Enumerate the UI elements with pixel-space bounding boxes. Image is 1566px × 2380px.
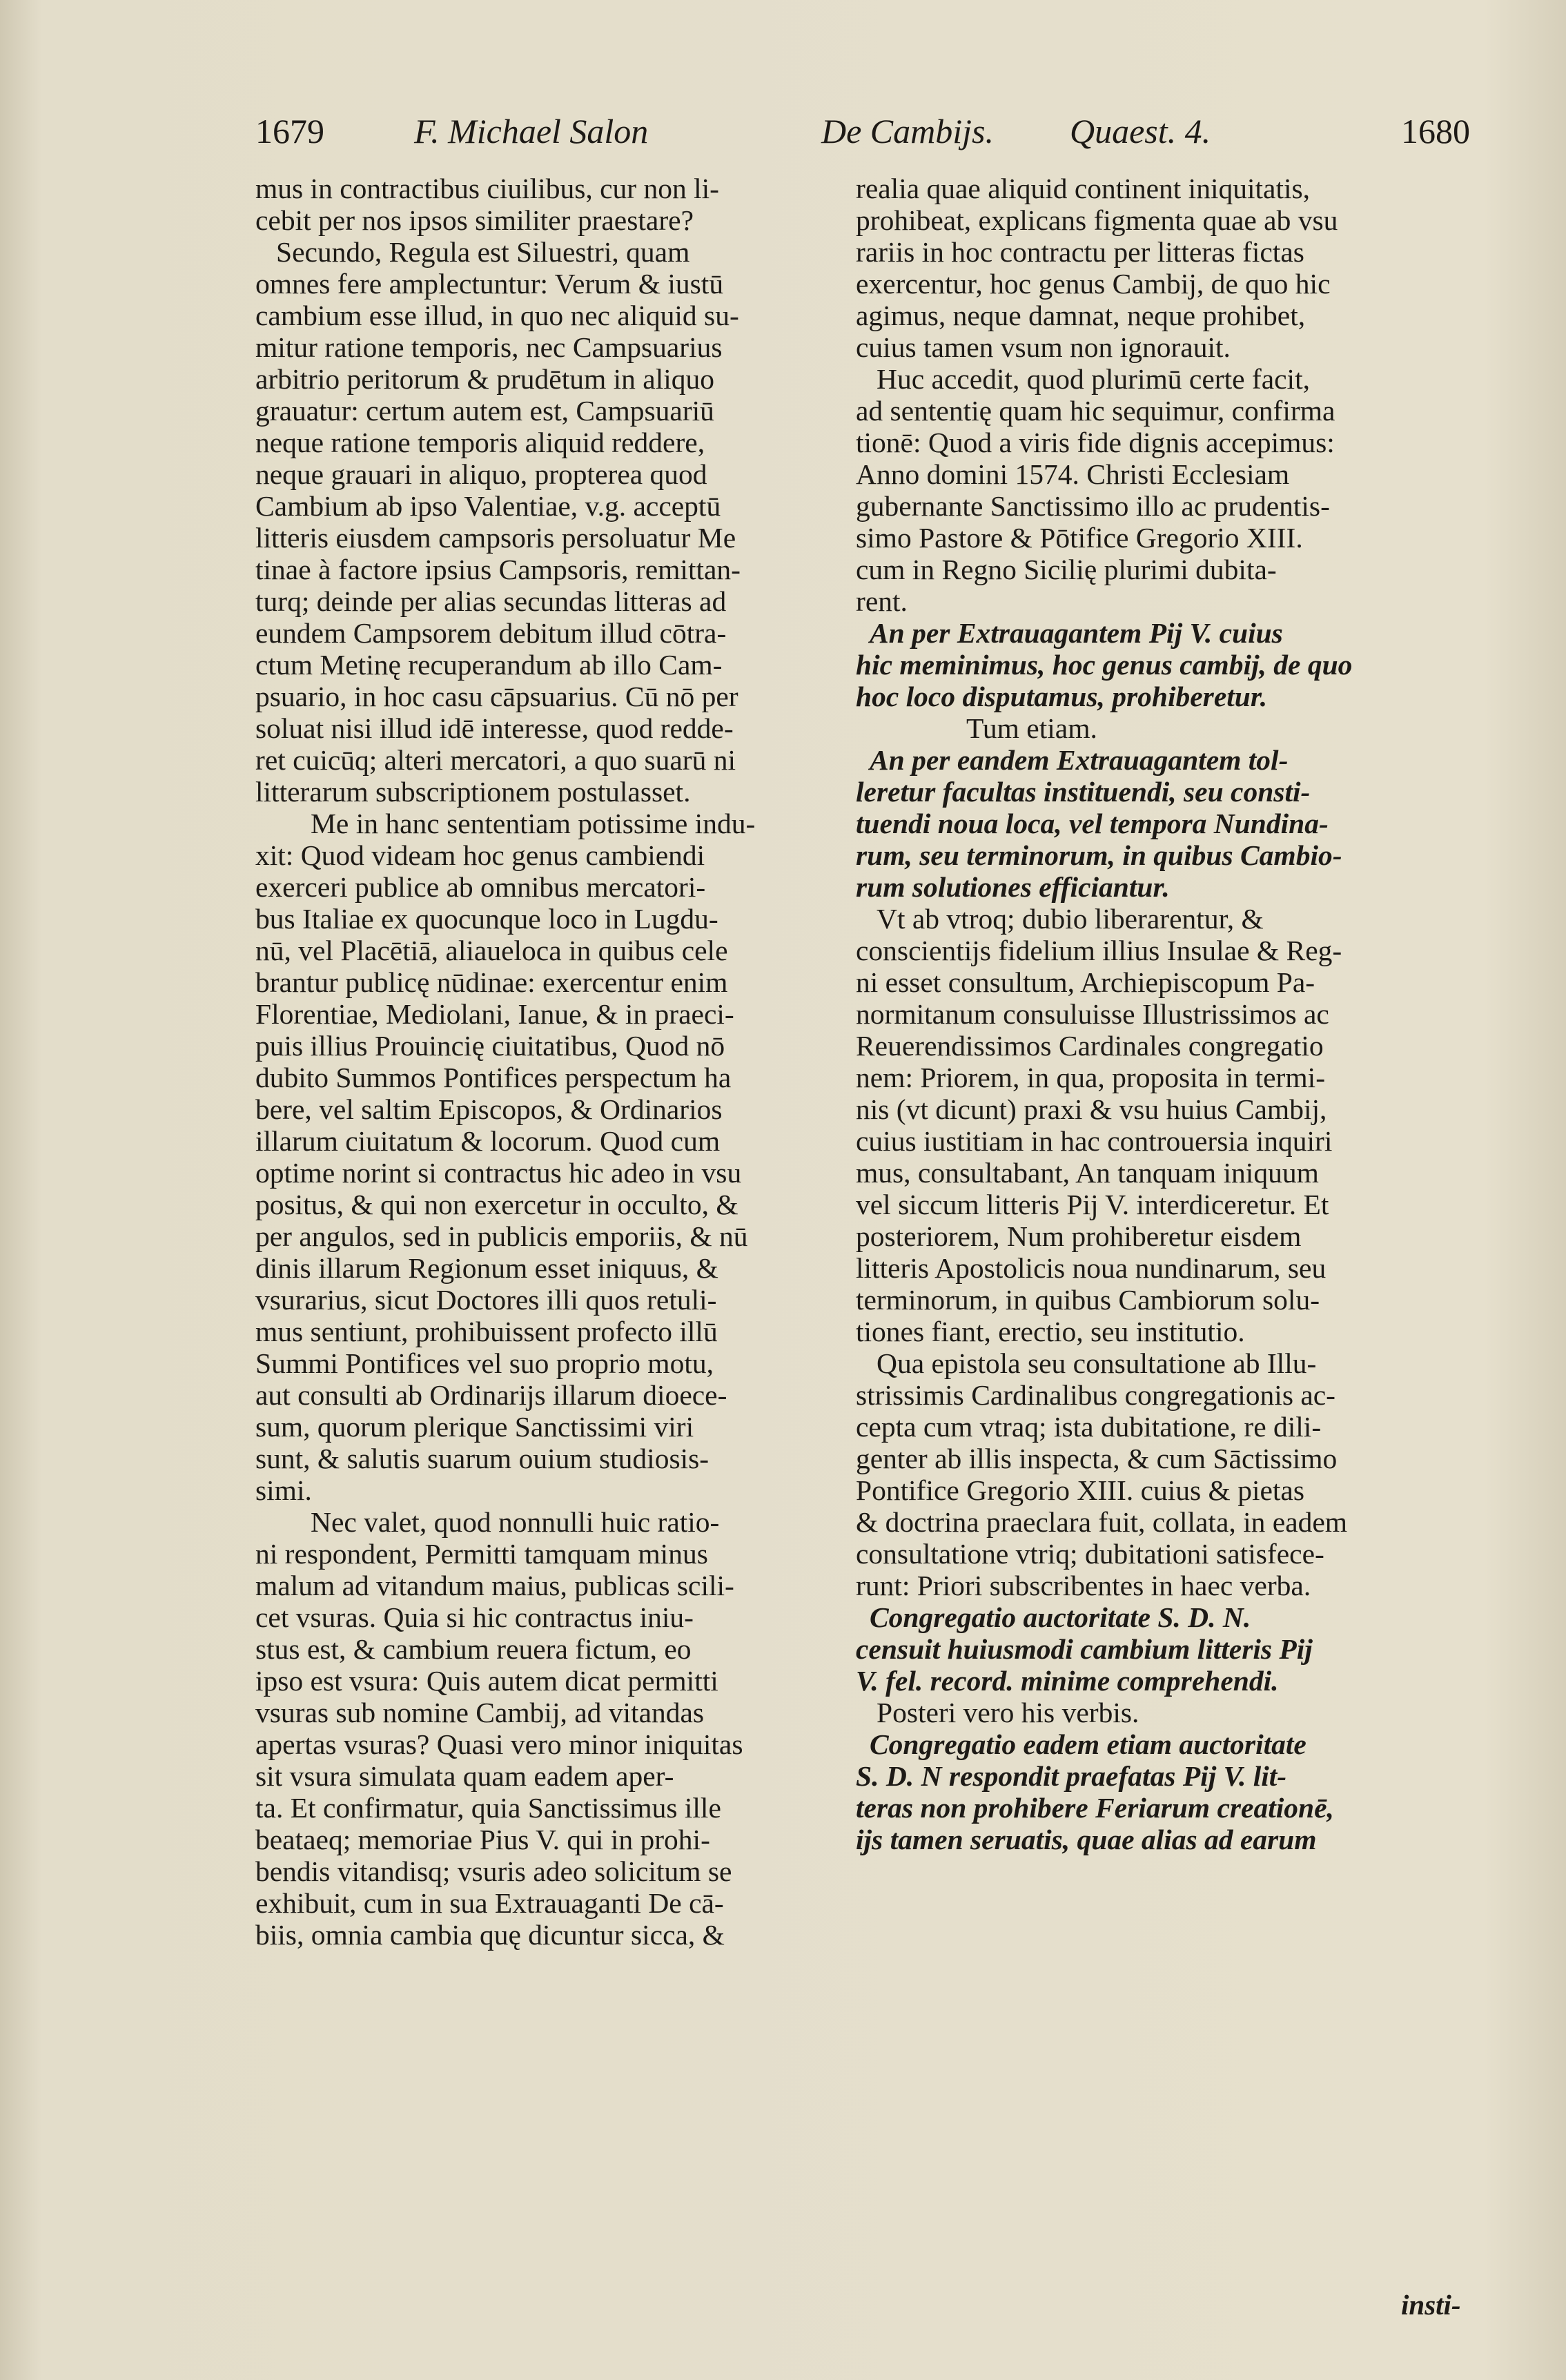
- text-line: ipso est vsura: Quis autem dicat permitti: [255, 1665, 718, 1697]
- text-line: Secundo, Regula est Siluestri, quam: [276, 236, 690, 268]
- text-line: posteriorem, Num prohiberetur eisdem: [856, 1220, 1302, 1252]
- text-line: cet vsuras. Quia si hic contractus iniu-: [255, 1601, 694, 1633]
- text-paragraph: [856, 903, 1449, 1347]
- text-line: mus in contractibus ciuilibus, cur non li-: [255, 173, 719, 204]
- text-line: Tum etiam.: [966, 712, 1097, 744]
- text-line: illarum ciuitatum & locorum. Quod cum: [255, 1125, 721, 1157]
- catchword: insti-: [1401, 2289, 1461, 2321]
- text-line: cebit per nos ipsos similiter praestare?: [255, 204, 694, 236]
- text-line: prohibeat, explicans figmenta quae ab vsu: [856, 204, 1338, 236]
- text-line: Congregatio auctoritate S. D. N.: [870, 1601, 1251, 1633]
- text-line: tuendi noua loca, vel tempora Nundina-: [856, 808, 1329, 839]
- text-line: ad sententię quam hic sequimur, confirma: [856, 395, 1335, 427]
- text-line: eundem Campsorem debitum illud cōtra-: [255, 617, 727, 649]
- text-line: biis, omnia cambia quę dicuntur sicca, &: [255, 1919, 725, 1951]
- text-line: censuit huiusmodi cambium litteris Pij: [856, 1633, 1313, 1665]
- text-line: stus est, & cambium reuera fictum, eo: [255, 1633, 692, 1665]
- text-line: simi.: [255, 1474, 312, 1506]
- text-line: mus, consultabant, An tanquam iniquum: [856, 1157, 1319, 1189]
- text-line: runt: Priori subscribentes in haec verba.: [856, 1570, 1311, 1601]
- text-line: soluat nisi illud idē interesse, quod redde-: [255, 712, 734, 744]
- text-line: ijs tamen seruatis, quae alias ad earum: [856, 1824, 1317, 1855]
- text-line: neque ratione temporis aliquid reddere,: [255, 427, 705, 458]
- text-line: consultatione vtriq; dubitationi satisfece-: [856, 1538, 1324, 1570]
- text-line: vel siccum litteris Pij V. interdiceretur. Et: [856, 1189, 1329, 1220]
- text-paragraph: [856, 1697, 1449, 1728]
- text-line: vsuras sub nomine Cambij, ad vitandas: [255, 1697, 705, 1728]
- text-line: mus sentiunt, prohibuissent profecto illū: [255, 1316, 718, 1347]
- text-line: tinae à factore ipsius Campsoris, remittan-: [255, 554, 741, 585]
- text-line: conscientijs fidelium illius Insulae & Reg-: [856, 935, 1342, 966]
- text-line: strissimis Cardinalibus congregationis ac-: [856, 1379, 1336, 1411]
- text-line: Florentiae, Mediolani, Ianue, & in praeci-: [255, 998, 734, 1030]
- running-header: [255, 104, 1470, 159]
- text-line: tiones fiant, erectio, seu institutio.: [856, 1316, 1245, 1347]
- text-line: realia quae aliquid continent iniquitatis,: [856, 173, 1311, 204]
- text-line: turq; deinde per alias secundas litteras ad: [255, 585, 727, 617]
- text-paragraph: [856, 173, 1449, 363]
- text-line: dubito Summos Pontifices perspectum ha: [255, 1062, 732, 1093]
- text-line: mitur ratione temporis, nec Campsuarius: [255, 331, 723, 363]
- text-line: rent.: [856, 585, 908, 617]
- text-line: arbitrio peritorum & prudētum in aliquo: [255, 363, 715, 395]
- text-line: hic meminimus, hoc genus cambij, de quo: [856, 649, 1353, 681]
- text-line: exerceri publice ab omnibus mercatori-: [255, 871, 706, 903]
- left-text-column: [255, 173, 821, 1951]
- text-line: optime norint si contractus hic adeo in vsu: [255, 1157, 742, 1189]
- text-paragraph: [255, 1506, 821, 1951]
- text-line: Posteri vero his verbis.: [877, 1697, 1139, 1728]
- text-line: hoc loco disputamus, prohiberetur.: [856, 681, 1268, 712]
- text-line: An per eandem Extrauagantem tol-: [870, 744, 1289, 776]
- text-line: bere, vel saltim Episcopos, & Ordinarios: [255, 1093, 723, 1125]
- text-line: cuius iustitiam in hac controuersia inquiri: [856, 1125, 1333, 1157]
- text-line: ni esset consultum, Archiepiscopum Pa-: [856, 966, 1315, 998]
- text-line: apertas vsuras? Quasi vero minor iniquitas: [255, 1728, 743, 1760]
- header-author: F. Michael Salon: [414, 112, 649, 150]
- text-line: ret cuicūq; alteri mercatori, a quo suarū ni: [255, 744, 736, 776]
- text-line: puis illius Prouincię ciuitatibus, Quod nō: [255, 1030, 725, 1062]
- text-line: cuius tamen vsum non ignorauit.: [856, 331, 1231, 363]
- text-line: nis (vt dicunt) praxi & vsu huius Cambij,: [856, 1093, 1327, 1125]
- italic-quotation: [856, 1728, 1449, 1855]
- text-line: xit: Quod videam hoc genus cambiendi: [255, 839, 705, 871]
- page-number-right: 1680: [1401, 112, 1470, 150]
- text-line: gubernante Sanctissimo illo ac prudentis-: [856, 490, 1330, 522]
- text-line: exercentur, hoc genus Cambij, de quo hic: [856, 268, 1331, 300]
- italic-quotation: [856, 744, 1449, 903]
- text-line: genter ab illis inspecta, & cum Sāctissimo: [856, 1443, 1338, 1474]
- text-line: exhibuit, cum in sua Extrauaganti De cā-: [255, 1887, 724, 1919]
- text-line: neque grauari in aliquo, propterea quod: [255, 458, 707, 490]
- text-line: grauatur: certum autem est, Campsuariū: [255, 395, 714, 427]
- text-line: beataeq; memoriae Pius V. qui in prohi-: [255, 1824, 710, 1855]
- header-work-title: De Cambijs.: [821, 112, 994, 150]
- text-line: leretur facultas instituendi, seu consti-: [856, 776, 1311, 808]
- header-question: Quaest. 4.: [1070, 112, 1211, 150]
- text-line: cum in Regno Sicilię plurimi dubita-: [856, 554, 1277, 585]
- text-line: dinis illarum Regionum esset iniquus, &: [255, 1252, 718, 1284]
- text-line: aut consulti ab Ordinarijs illarum dioece-: [255, 1379, 727, 1411]
- text-line: & doctrina praeclara fuit, collata, in eadem: [856, 1506, 1348, 1538]
- text-line: Nec valet, quod nonnulli huic ratio-: [311, 1506, 720, 1538]
- text-line: litterarum subscriptionem postulasset.: [255, 776, 691, 808]
- text-paragraph: [856, 363, 1449, 617]
- text-line: ni respondent, Permitti tamquam minus: [255, 1538, 708, 1570]
- text-line: malum ad vitandum maius, publicas scili-: [255, 1570, 734, 1601]
- text-line: positus, & qui non exercetur in occulto, &: [255, 1189, 738, 1220]
- text-line: bendis vitandisq; vsuris adeo solicitum se: [255, 1855, 732, 1887]
- text-line: V. fel. record. minime comprehendi.: [856, 1665, 1279, 1697]
- right-text-column: [856, 173, 1449, 1855]
- text-line: psuario, in hoc casu cāpsuarius. Cū nō per: [255, 681, 738, 712]
- text-line: rum solutiones efficiantur.: [856, 871, 1170, 903]
- text-line: An per Extrauagantem Pij V. cuius: [870, 617, 1283, 649]
- italic-quotation: [856, 617, 1449, 712]
- text-line: cepta cum vtraq; ista dubitatione, re dili-: [856, 1411, 1322, 1443]
- text-line: omnes fere amplectuntur: Verum & iustū: [255, 268, 724, 300]
- text-line: Anno domini 1574. Christi Ecclesiam: [856, 458, 1290, 490]
- text-line: sit vsura simulata quam eadem aper-: [255, 1760, 674, 1792]
- text-line: brantur publicę nūdinae: exercentur enim: [255, 966, 728, 998]
- text-line: S. D. N respondit praefatas Pij V. lit-: [856, 1760, 1287, 1792]
- text-line: Me in hanc sententiam potissime indu-: [311, 808, 756, 839]
- text-line: nū, vel Placētiā, aliaueloca in quibus cele: [255, 935, 728, 966]
- text-paragraph: [856, 1347, 1449, 1601]
- text-line: teras non prohibere Feriarum creationē,: [856, 1792, 1334, 1824]
- text-line: per angulos, sed in publicis emporiis, & nū: [255, 1220, 748, 1252]
- text-line: tionē: Quod a viris fide dignis accepimus:: [856, 427, 1335, 458]
- text-line: agimus, neque damnat, neque prohibet,: [856, 300, 1306, 331]
- text-line: Summi Pontifices vel suo proprio motu,: [255, 1347, 714, 1379]
- text-line: nem: Priorem, in qua, proposita in termi-: [856, 1062, 1326, 1093]
- text-line: ta. Et confirmatur, quia Sanctissimus ille: [255, 1792, 721, 1824]
- text-line: cambium esse illud, in quo nec aliquid su-: [255, 300, 739, 331]
- text-line: rariis in hoc contractu per litteras fictas: [856, 236, 1304, 268]
- text-line: bus Italiae ex quocunque loco in Lugdu-: [255, 903, 718, 935]
- text-line: Huc accedit, quod plurimū certe facit,: [877, 363, 1310, 395]
- text-line: litteris eiusdem campsoris persoluatur Me: [255, 522, 736, 554]
- text-line: Qua epistola seu consultatione ab Illu-: [877, 1347, 1317, 1379]
- text-line: Reuerendissimos Cardinales congregatio: [856, 1030, 1324, 1062]
- page-number-left: 1679: [255, 112, 324, 150]
- text-line: litteris Apostolicis noua nundinarum, seu: [856, 1252, 1327, 1284]
- text-line: vsurarius, sicut Doctores illi quos retuli-: [255, 1284, 717, 1316]
- text-paragraph: [255, 236, 821, 808]
- text-paragraph: [255, 173, 821, 236]
- text-line: Pontifice Gregorio XIII. cuius & pietas: [856, 1474, 1304, 1506]
- text-line: Congregatio eadem etiam auctoritate: [870, 1728, 1306, 1760]
- text-line: terminorum, in quibus Cambiorum solu-: [856, 1284, 1320, 1316]
- text-line: ctum Metinę recuperandum ab illo Cam-: [255, 649, 723, 681]
- text-line: simo Pastore & Pōtifice Gregorio XIII.: [856, 522, 1303, 554]
- text-line: sunt, & salutis suarum ouium studiosis-: [255, 1443, 709, 1474]
- text-paragraph: [856, 712, 1449, 744]
- text-line: Vt ab vtroq; dubio liberarentur, &: [877, 903, 1264, 935]
- italic-quotation: [856, 1601, 1449, 1697]
- text-paragraph: [255, 808, 821, 1506]
- text-line: Cambium ab ipso Valentiae, v.g. acceptū: [255, 490, 721, 522]
- text-line: sum, quorum plerique Sanctissimi viri: [255, 1411, 694, 1443]
- text-line: rum, seu terminorum, in quibus Cambio-: [856, 839, 1342, 871]
- text-line: normitanum consuluisse Illustrissimos ac: [856, 998, 1329, 1030]
